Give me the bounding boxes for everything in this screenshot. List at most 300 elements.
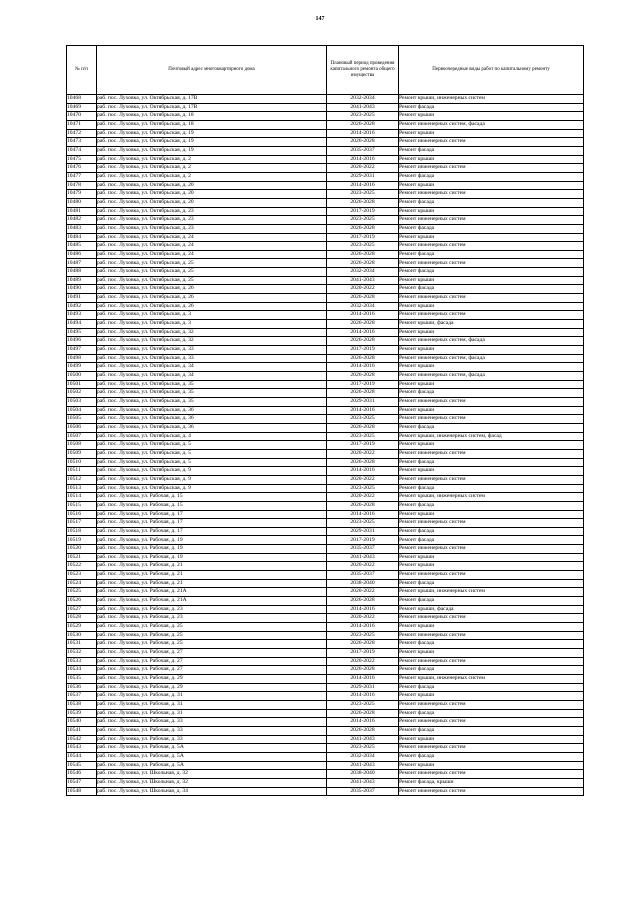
row-works: Ремонт крыши	[399, 363, 584, 372]
row-number: 10546	[67, 770, 97, 779]
row-number: 10517	[67, 519, 97, 528]
page-number: 147	[315, 16, 325, 22]
row-works: Ремонт фасада	[399, 172, 584, 181]
row-works: Ремонт инженерных систем	[399, 415, 584, 424]
table-row	[67, 285, 584, 294]
row-works: Ремонт крыши, инженерных систем	[399, 674, 584, 683]
row-period: 2023-2025	[327, 415, 399, 424]
row-number: 10469	[67, 103, 97, 112]
row-works: Ремонт инженерных систем	[399, 631, 584, 640]
row-number: 10479	[67, 190, 97, 199]
row-address: раб. пос. Луховка, ул. Рабочая, д. 31	[97, 709, 327, 718]
row-number: 10510	[67, 458, 97, 467]
row-address: раб. пос. Луховка, ул. Октябрьская, д. 35	[97, 389, 327, 398]
row-number: 10476	[67, 164, 97, 173]
row-works: Ремонт крыши	[399, 112, 584, 121]
table-row	[67, 614, 584, 623]
row-period: 2026-2028	[327, 501, 399, 510]
table-row	[67, 337, 584, 346]
row-works: Ремонт крыши	[399, 406, 584, 415]
table-row	[67, 735, 584, 744]
table-row	[67, 553, 584, 562]
row-period: 2026-2028	[327, 372, 399, 381]
row-period: 2020-2022	[327, 562, 399, 571]
row-works: Ремонт крыши	[399, 441, 584, 450]
table-row	[67, 778, 584, 787]
table-row	[67, 320, 584, 329]
table-header-row	[67, 46, 584, 95]
row-period: 2014-2016	[327, 328, 399, 337]
row-number: 10527	[67, 605, 97, 614]
row-period: 2014-2016	[327, 692, 399, 701]
row-works: Ремонт крыши	[399, 181, 584, 190]
row-number: 10529	[67, 623, 97, 632]
table-row	[67, 250, 584, 259]
row-works: Ремонт инженерных систем	[399, 571, 584, 580]
row-works: Ремонт инженерных систем	[399, 787, 584, 796]
table-row	[67, 683, 584, 692]
row-address: раб. пос. Луховка, ул. Октябрьская, д. 3	[97, 320, 327, 329]
row-number: 10483	[67, 224, 97, 233]
row-address: раб. пос. Луховка, ул. Рабочая, д. 27	[97, 666, 327, 675]
row-address: раб. пос. Луховка, ул. Рабочая, д. 33	[97, 735, 327, 744]
row-works: Ремонт крыши, инженерных систем	[399, 588, 584, 597]
row-address: раб. пос. Луховка, ул. Рабочая, д. 31	[97, 692, 327, 701]
table-row	[67, 216, 584, 225]
row-number: 10513	[67, 484, 97, 493]
row-number: 10492	[67, 302, 97, 311]
row-works: Ремонт крыши	[399, 346, 584, 355]
row-address: раб. пос. Луховка, ул. Октябрьская, д. 5	[97, 458, 327, 467]
row-address: раб. пос. Луховка, ул. Октябрьская, д. 34	[97, 363, 327, 372]
row-period: 2026-2028	[327, 597, 399, 606]
row-period: 2026-2028	[327, 666, 399, 675]
row-works: Ремонт фасада	[399, 103, 584, 112]
row-address: раб. пос. Луховка, ул. Рабочая, д. 19	[97, 536, 327, 545]
row-period: 2023-2025	[327, 744, 399, 753]
row-number: 10522	[67, 562, 97, 571]
table-row	[67, 484, 584, 493]
row-period: 2032-2034	[327, 302, 399, 311]
row-period: 2023-2025	[327, 519, 399, 528]
table-row	[67, 744, 584, 753]
row-address: раб. пос. Луховка, ул. Рабочая, д. 19	[97, 545, 327, 554]
row-period: 2026-2028	[327, 726, 399, 735]
row-works: Ремонт фасада	[399, 484, 584, 493]
row-number: 10505	[67, 415, 97, 424]
table-row	[67, 302, 584, 311]
row-works: Ремонт крыши	[399, 328, 584, 337]
row-works: Ремонт фасада	[399, 709, 584, 718]
table-row	[67, 415, 584, 424]
row-works: Ремонт крыши	[399, 562, 584, 571]
row-period: 2041-2043	[327, 276, 399, 285]
row-address: раб. пос. Луховка, ул. Школьная, д. 32	[97, 778, 327, 787]
row-period: 2035-2037	[327, 787, 399, 796]
table-row	[67, 276, 584, 285]
row-works: Ремонт инженерных систем	[399, 545, 584, 554]
row-works: Ремонт инженерных систем	[399, 770, 584, 779]
row-period: 2026-2028	[327, 259, 399, 268]
table-row	[67, 120, 584, 129]
row-works: Ремонт крыши, инженерных систем	[399, 95, 584, 104]
table-row	[67, 579, 584, 588]
row-works: Ремонт фасада	[399, 285, 584, 294]
row-works: Ремонт инженерных систем	[399, 164, 584, 173]
row-period: 2026-2028	[327, 458, 399, 467]
row-number: 10484	[67, 233, 97, 242]
table-row	[67, 207, 584, 216]
row-period: 2014-2016	[327, 129, 399, 138]
row-number: 10530	[67, 631, 97, 640]
row-address: раб. пос. Луховка, ул. Октябрьская, д. 24	[97, 242, 327, 251]
table-row	[67, 562, 584, 571]
row-period: 2026-2028	[327, 198, 399, 207]
row-period: 2014-2016	[327, 623, 399, 632]
table-row	[67, 346, 584, 355]
row-works: Ремонт фасада	[399, 389, 584, 398]
row-address: раб. пос. Луховка, ул. Рабочая, д. 15	[97, 493, 327, 502]
row-period: 2020-2022	[327, 449, 399, 458]
row-number: 10515	[67, 501, 97, 510]
row-address: раб. пос. Луховка, ул. Октябрьская, д. 36	[97, 415, 327, 424]
row-period: 2029-2031	[327, 397, 399, 406]
row-period: 2014-2016	[327, 718, 399, 727]
row-period: 2020-2022	[327, 285, 399, 294]
table-row	[67, 423, 584, 432]
table-row	[67, 692, 584, 701]
row-number: 10504	[67, 406, 97, 415]
header-works: Первоочередные виды работ по капитальному ремонту	[399, 46, 584, 95]
row-number: 10496	[67, 337, 97, 346]
header-address: Почтовый адрес многоквартирного дома	[97, 46, 327, 95]
row-works: Ремонт инженерных систем	[399, 138, 584, 147]
table-row	[67, 761, 584, 770]
row-address: раб. пос. Луховка, ул. Октябрьская, д. 20	[97, 190, 327, 199]
row-period: 2014-2016	[327, 406, 399, 415]
row-period: 2026-2028	[327, 354, 399, 363]
row-address: раб. пос. Луховка, ул. Октябрьская, д. 33	[97, 354, 327, 363]
row-address: раб. пос. Луховка, ул. Октябрьская, д. 23	[97, 216, 327, 225]
row-period: 2041-2043	[327, 553, 399, 562]
row-works: Ремонт крыши	[399, 129, 584, 138]
table-row	[67, 493, 584, 502]
row-number: 10542	[67, 735, 97, 744]
row-number: 10490	[67, 285, 97, 294]
row-works: Ремонт инженерных систем, фасада	[399, 354, 584, 363]
row-works: Ремонт крыши, инженерных систем, фасад	[399, 432, 584, 441]
row-number: 10536	[67, 683, 97, 692]
table-row	[67, 501, 584, 510]
row-address: раб. пос. Луховка, ул. Октябрьская, д. 24	[97, 233, 327, 242]
row-works: Ремонт фасада	[399, 224, 584, 233]
table-row	[67, 666, 584, 675]
row-number: 10480	[67, 198, 97, 207]
table-row	[67, 605, 584, 614]
row-number: 10481	[67, 207, 97, 216]
row-address: раб. пос. Луховка, ул. Рабочая, д. 27	[97, 657, 327, 666]
table-row	[67, 709, 584, 718]
row-address: раб. пос. Луховка, ул. Октябрьская, д. 25	[97, 276, 327, 285]
row-works: Ремонт инженерных систем	[399, 657, 584, 666]
repair-schedule-table	[66, 45, 584, 796]
row-period: 2038-2040	[327, 770, 399, 779]
row-period: 2023-2025	[327, 190, 399, 199]
table-row	[67, 631, 584, 640]
row-period: 2014-2016	[327, 605, 399, 614]
table-row	[67, 432, 584, 441]
table-row	[67, 770, 584, 779]
table-row	[67, 571, 584, 580]
row-works: Ремонт крыши	[399, 155, 584, 164]
header-period: Плановый период проведения капитального ремонта общего имущества	[327, 46, 399, 95]
row-address: раб. пос. Луховка, ул. Рабочая, д. 29	[97, 683, 327, 692]
table-row	[67, 129, 584, 138]
row-number: 10486	[67, 250, 97, 259]
row-address: раб. пос. Луховка, ул. Октябрьская, д. 2	[97, 155, 327, 164]
row-period: 2041-2043	[327, 761, 399, 770]
row-number: 10507	[67, 432, 97, 441]
row-number: 10475	[67, 155, 97, 164]
row-period: 2020-2022	[327, 493, 399, 502]
row-address: раб. пос. Луховка, ул. Октябрьская, д. 20	[97, 198, 327, 207]
row-period: 2023-2025	[327, 700, 399, 709]
row-address: раб. пос. Луховка, ул. Октябрьская, д. 26	[97, 285, 327, 294]
row-number: 10497	[67, 346, 97, 355]
row-number: 10478	[67, 181, 97, 190]
row-address: раб. пос. Луховка, ул. Октябрьская, д. 23	[97, 224, 327, 233]
row-number: 10508	[67, 441, 97, 450]
table-row	[67, 467, 584, 476]
row-number: 10540	[67, 718, 97, 727]
row-address: раб. пос. Луховка, ул. Рабочая, д. 25	[97, 640, 327, 649]
row-number: 10545	[67, 761, 97, 770]
row-works: Ремонт инженерных систем	[399, 519, 584, 528]
row-address: раб. пос. Луховка, ул. Рабочая, д. 23	[97, 605, 327, 614]
row-number: 10539	[67, 709, 97, 718]
table-row	[67, 458, 584, 467]
row-period: 2014-2016	[327, 674, 399, 683]
row-address: раб. пос. Луховка, ул. Октябрьская, д. 25	[97, 268, 327, 277]
row-works: Ремонт инженерных систем, фасада	[399, 372, 584, 381]
row-period: 2035-2037	[327, 571, 399, 580]
row-works: Ремонт инженерных систем	[399, 190, 584, 199]
row-period: 2026-2028	[327, 640, 399, 649]
row-number: 10488	[67, 268, 97, 277]
row-works: Ремонт крыши	[399, 302, 584, 311]
row-address: раб. пос. Луховка, ул. Октябрьская, д. 33	[97, 346, 327, 355]
row-period: 2026-2028	[327, 120, 399, 129]
row-address: раб. пос. Луховка, ул. Октябрьская, д. 36	[97, 406, 327, 415]
row-number: 10519	[67, 536, 97, 545]
row-number: 10506	[67, 423, 97, 432]
row-number: 10541	[67, 726, 97, 735]
row-works: Ремонт крыши	[399, 467, 584, 476]
row-number: 10535	[67, 674, 97, 683]
row-works: Ремонт фасада	[399, 268, 584, 277]
row-works: Ремонт фасада	[399, 726, 584, 735]
row-number: 10526	[67, 597, 97, 606]
table-row	[67, 397, 584, 406]
row-address: раб. пос. Луховка, ул. Октябрьская, д. 2	[97, 172, 327, 181]
row-number: 10532	[67, 649, 97, 658]
row-address: раб. пос. Луховка, ул. Октябрьская, д. 19	[97, 129, 327, 138]
table-row	[67, 311, 584, 320]
table-row	[67, 536, 584, 545]
row-works: Ремонт фасада	[399, 536, 584, 545]
row-works: Ремонт инженерных систем	[399, 397, 584, 406]
table-row	[67, 103, 584, 112]
row-number: 10487	[67, 259, 97, 268]
row-number: 10471	[67, 120, 97, 129]
table-row	[67, 181, 584, 190]
table-row	[67, 328, 584, 337]
table-row	[67, 588, 584, 597]
row-number: 10518	[67, 527, 97, 536]
row-period: 2023-2025	[327, 484, 399, 493]
row-works: Ремонт фасада, крыши	[399, 778, 584, 787]
row-period: 2041-2043	[327, 735, 399, 744]
row-number: 10514	[67, 493, 97, 502]
table-row	[67, 233, 584, 242]
row-period: 2017-2019	[327, 346, 399, 355]
row-works: Ремонт инженерных систем	[399, 311, 584, 320]
row-address: раб. пос. Луховка, ул. Октябрьская, д. 25	[97, 259, 327, 268]
row-address: раб. пос. Луховка, ул. Октябрьская, д. 17В	[97, 95, 327, 104]
row-works: Ремонт фасада	[399, 198, 584, 207]
row-works: Ремонт крыши	[399, 276, 584, 285]
row-address: раб. пос. Луховка, ул. Октябрьская, д. 32	[97, 328, 327, 337]
row-number: 10489	[67, 276, 97, 285]
row-number: 10493	[67, 311, 97, 320]
row-address: раб. пос. Луховка, ул. Рабочая, д. 21	[97, 579, 327, 588]
table-row	[67, 242, 584, 251]
row-period: 2020-2022	[327, 164, 399, 173]
row-number: 10472	[67, 129, 97, 138]
row-address: раб. пос. Луховка, ул. Октябрьская, д. 26	[97, 294, 327, 303]
row-period: 2017-2019	[327, 649, 399, 658]
row-period: 2014-2016	[327, 311, 399, 320]
table-row	[67, 112, 584, 121]
table-row	[67, 674, 584, 683]
row-address: раб. пос. Луховка, ул. Октябрьская, д. 35	[97, 397, 327, 406]
row-address: раб. пос. Луховка, ул. Октябрьская, д. 36	[97, 423, 327, 432]
row-address: раб. пос. Луховка, ул. Рабочая, д. 17	[97, 510, 327, 519]
row-works: Ремонт фасада	[399, 501, 584, 510]
row-period: 2020-2022	[327, 614, 399, 623]
row-address: раб. пос. Луховка, ул. Октябрьская, д. 23	[97, 207, 327, 216]
row-address: раб. пос. Луховка, ул. Рабочая, д. 17	[97, 519, 327, 528]
header-num: № п/п	[67, 46, 97, 95]
row-works: Ремонт инженерных систем	[399, 718, 584, 727]
row-number: 10523	[67, 571, 97, 580]
row-address: раб. пос. Луховка, ул. Октябрьская, д. 5	[97, 449, 327, 458]
row-address: раб. пос. Луховка, ул. Рабочая, д. 33	[97, 726, 327, 735]
row-works: Ремонт инженерных систем	[399, 449, 584, 458]
row-period: 2026-2028	[327, 138, 399, 147]
row-works: Ремонт крыши	[399, 510, 584, 519]
row-period: 2029-2031	[327, 172, 399, 181]
table-row	[67, 95, 584, 104]
row-number: 10482	[67, 216, 97, 225]
table-row	[67, 372, 584, 381]
row-period: 2038-2040	[327, 579, 399, 588]
row-number: 10498	[67, 354, 97, 363]
row-works: Ремонт фасада	[399, 527, 584, 536]
row-number: 10525	[67, 588, 97, 597]
row-number: 10512	[67, 475, 97, 484]
row-works: Ремонт крыши	[399, 380, 584, 389]
row-number: 10491	[67, 294, 97, 303]
table-body	[67, 95, 584, 796]
row-period: 2035-2037	[327, 545, 399, 554]
row-number: 10494	[67, 320, 97, 329]
row-number: 10524	[67, 579, 97, 588]
row-period: 2020-2022	[327, 475, 399, 484]
table-row	[67, 363, 584, 372]
row-address: раб. пос. Луховка, ул. Рабочая, д. 19	[97, 553, 327, 562]
row-period: 2020-2022	[327, 657, 399, 666]
row-number: 10531	[67, 640, 97, 649]
row-period: 2029-2031	[327, 527, 399, 536]
row-address: раб. пос. Луховка, ул. Школьная, д. 34	[97, 787, 327, 796]
table-row	[67, 406, 584, 415]
table-row	[67, 354, 584, 363]
table-row	[67, 623, 584, 632]
table-row	[67, 294, 584, 303]
row-works: Ремонт фасада	[399, 597, 584, 606]
row-works: Ремонт инженерных систем	[399, 614, 584, 623]
row-works: Ремонт инженерных систем	[399, 700, 584, 709]
row-works: Ремонт инженерных систем	[399, 216, 584, 225]
row-address: раб. пос. Луховка, ул. Рабочая, д. 21А	[97, 597, 327, 606]
row-period: 2035-2037	[327, 146, 399, 155]
table-row	[67, 164, 584, 173]
row-works: Ремонт крыши	[399, 207, 584, 216]
row-number: 10538	[67, 700, 97, 709]
row-number: 10499	[67, 363, 97, 372]
row-address: раб. пос. Луховка, ул. Октябрьская, д. 20	[97, 181, 327, 190]
row-works: Ремонт инженерных систем, фасада	[399, 120, 584, 129]
row-period: 2026-2028	[327, 709, 399, 718]
row-address: раб. пос. Луховка, ул. Рабочая, д. 27	[97, 649, 327, 658]
row-works: Ремонт инженерных систем	[399, 259, 584, 268]
row-address: раб. пос. Луховка, ул. Октябрьская, д. 2	[97, 164, 327, 173]
row-period: 2029-2031	[327, 683, 399, 692]
row-address: раб. пос. Луховка, ул. Рабочая, д. 25	[97, 623, 327, 632]
row-address: раб. пос. Луховка, ул. Октябрьская, д. 19	[97, 138, 327, 147]
row-works: Ремонт крыши, инженерных систем	[399, 493, 584, 502]
row-period: 2023-2025	[327, 112, 399, 121]
row-period: 2020-2022	[327, 588, 399, 597]
row-number: 10543	[67, 744, 97, 753]
row-number: 10548	[67, 787, 97, 796]
row-period: 2014-2016	[327, 181, 399, 190]
table-row	[67, 198, 584, 207]
row-period: 2017-2019	[327, 536, 399, 545]
row-address: раб. пос. Луховка, ул. Рабочая, д. 5А	[97, 744, 327, 753]
table-row	[67, 268, 584, 277]
row-period: 2032-2034	[327, 268, 399, 277]
table-row	[67, 510, 584, 519]
row-number: 10485	[67, 242, 97, 251]
row-period: 2041-2043	[327, 103, 399, 112]
row-number: 10544	[67, 752, 97, 761]
table-row	[67, 726, 584, 735]
row-period: 2032-2034	[327, 752, 399, 761]
row-period: 2023-2025	[327, 631, 399, 640]
row-period: 2026-2028	[327, 294, 399, 303]
